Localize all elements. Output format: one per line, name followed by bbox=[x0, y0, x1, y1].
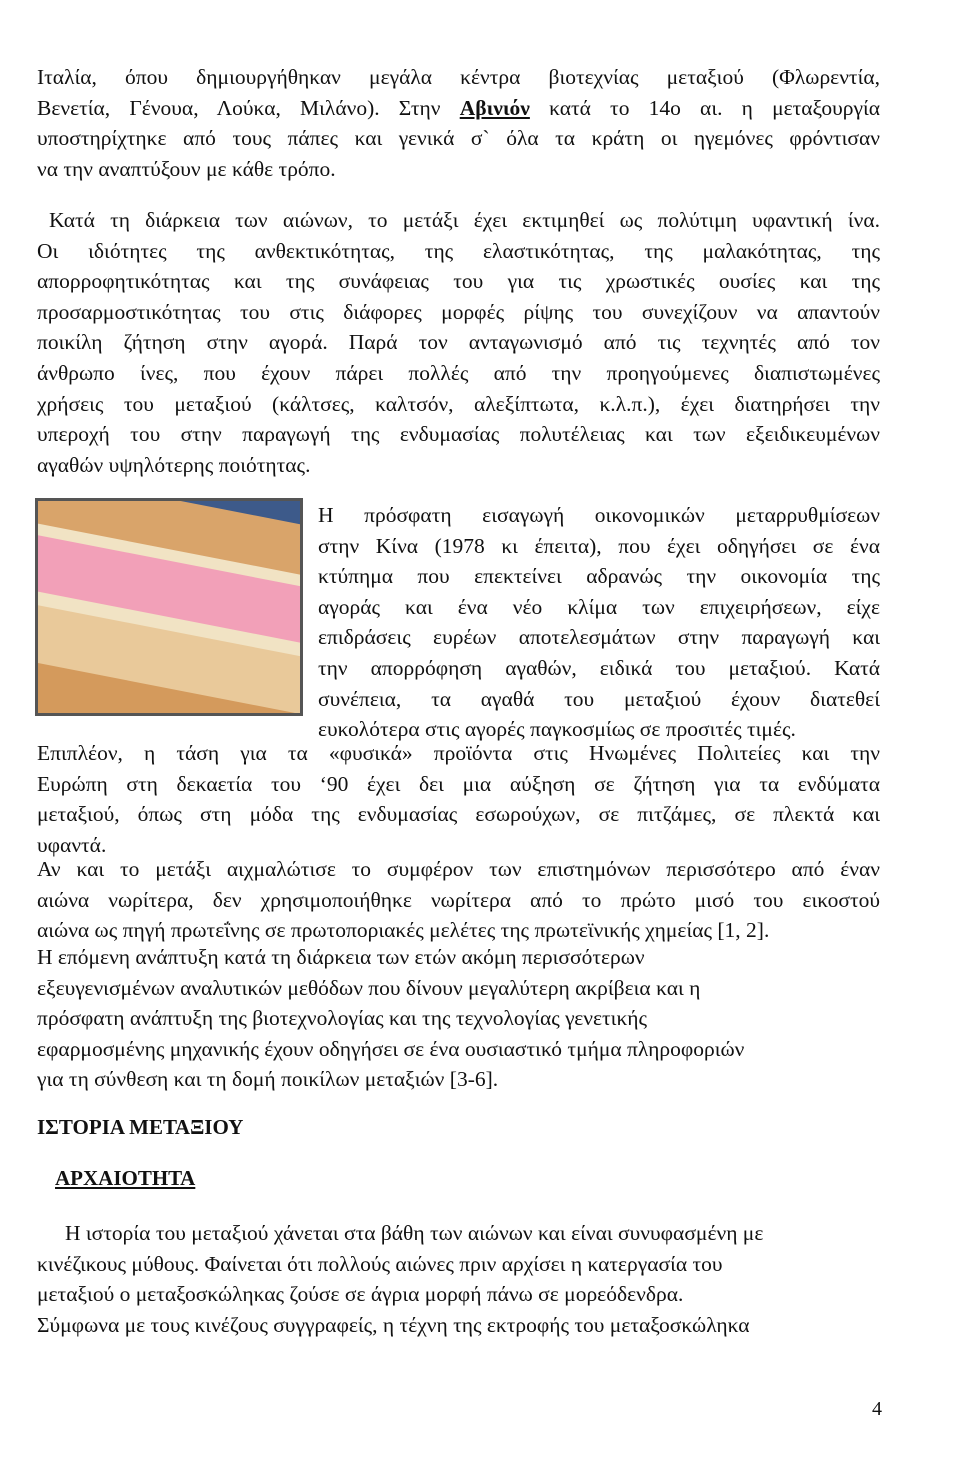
paragraph-line: Η επόμενη ανάπτυξη κατά τη διάρκεια των ετών ακόμη περισσότερων bbox=[37, 945, 645, 969]
paragraph-line: υπεροχή του στην παραγωγή της ενδυμασίας πολυτέλειας και των εξειδικευμένων bbox=[37, 422, 880, 447]
paragraph-3 bbox=[318, 500, 880, 745]
paragraph-line: Κατά τη διάρκεια των αιώνων, το μετάξι έχει εκτιμηθεί ως πολύτιμη υφαντική ίνα. bbox=[49, 208, 880, 232]
paragraph-7 bbox=[37, 1218, 880, 1340]
silk-fabric-photo bbox=[35, 498, 303, 716]
paragraph-line: μεταξιού, όπως στη μόδα της ενδυμασίας εσωρούχων, σε πιτζάμες, σε πλεκτά και bbox=[37, 802, 880, 827]
paragraph-line: αιώνα νωρίτερα, δεν χρησιμοποιήθηκε νωρίτερα από το πρώτο μισό του εικοστού bbox=[37, 887, 880, 912]
paragraph-line: συνέπεια, τα αγαθά του μεταξιού έχουν διατεθεί bbox=[318, 686, 880, 711]
paragraph-line: Ιταλία, όπου δημιουργήθηκαν μεγάλα κέντρα βιοτεχνίας μεταξιού (Φλωρεντία, bbox=[37, 65, 880, 89]
paragraph-line: εξευγενισμένων αναλυτικών μεθόδων που δίνουν μεγαλύτερη ακρίβεια και η bbox=[37, 975, 701, 1000]
paragraph-line: ευκολότερα στις αγορές παγκοσμίως σε προσιτές τιμές. bbox=[318, 717, 796, 742]
subsection-heading: ΑΡΧΑΙΟΤΗΤΑ bbox=[55, 1166, 196, 1190]
paragraph-line: κτύπημα που επεκτείνει αδρανώς την οικονομία της bbox=[318, 564, 880, 589]
paragraph-line: για τη σύνθεση και τη δομή ποικίλων μεταξιών [3-6]. bbox=[37, 1067, 499, 1092]
paragraph-2 bbox=[37, 205, 880, 480]
paragraph-line: Η πρόσφατη εισαγωγή οικονομικών μεταρρυθμίσεων bbox=[318, 503, 880, 527]
paragraph-line: πρόσφατη ανάπτυξη της βιοτεχνολογίας και της τεχνολογίας γενετικής bbox=[37, 1006, 648, 1031]
paragraph-line: την απορρόφηση αγαθών, ειδικά του μεταξιού. Κατά bbox=[318, 655, 880, 680]
paragraph-5 bbox=[37, 854, 880, 946]
paragraph-line: Αν και το μετάξι αιχμαλώτισε το συμφέρον των επιστημόνων περισσότερο από έναν bbox=[37, 857, 880, 881]
paragraph-6 bbox=[37, 942, 880, 1095]
paragraph-line: στην Κίνα (1978 κι έπειτα), που έχει οδηγήσει σε ένα bbox=[318, 533, 880, 558]
paragraph-line: εφαρμοσμένης μηχανικής έχουν οδηγήσει σε ένα ουσιαστικό τμήμα πληροφοριών bbox=[37, 1036, 745, 1061]
paragraph-line: υφαντά. bbox=[37, 832, 107, 857]
paragraph-line: μεταξιού ο μεταξοσκώληκας ζούσε σε άγρια μορφή πάνω σε μορεόδενδρα. bbox=[37, 1282, 684, 1307]
paragraph-line: αιώνα ως πηγή πρωτεΐνης σε πρωτοποριακές μελέτες της πρωτεϊνικής χημείας [1, 2]. bbox=[37, 918, 770, 943]
paragraph-line: υποστηρίχτηκε από τους πάπες και γενικά σ` όλα τα κράτη οι ηγεμόνες φρόντισαν bbox=[37, 126, 880, 151]
page-number: 4 bbox=[872, 1398, 882, 1420]
paragraph-line: απορροφητικότητας και της συνάφειας του για τις χρωστικές ουσίες και της bbox=[37, 269, 880, 294]
paragraph-line: Ευρώπη στη δεκαετία του ‘90 έχει δει μια αύξηση σε ζήτηση για τα ενδύματα bbox=[37, 771, 880, 796]
paragraph-4 bbox=[37, 738, 880, 860]
paragraph-line: Η ιστορία του μεταξιού χάνεται στα βάθη των αιώνων και είναι συνυφασμένη με bbox=[65, 1221, 764, 1245]
paragraph-line: Οι ιδιότητες της ανθεκτικότητας, της ελαστικότητας, της μαλακότητας, της bbox=[37, 238, 880, 263]
section-heading: ΙΣΤΟΡΙΑ ΜΕΤΑΞΙΟΥ bbox=[37, 1115, 244, 1139]
paragraph-line: άνθρωπο ίνες, που έχουν πάρει πολλές από την προηγούμενες διαπιστωμένες bbox=[37, 360, 880, 385]
paragraph-line: επιδράσεις ευρέων αποτελεσμάτων στην παραγωγή και bbox=[318, 625, 880, 650]
paragraph-line: προσαρμοστικότητας του στις διάφορες μορφές ρίψης του συνεχίζουν να απαντούν bbox=[37, 299, 880, 324]
paragraph-line: χρήσεις του μεταξιού (κάλτσες, καλτσόν, αλεξίπτωτα, κ.λ.π.), έχει διατηρήσει την bbox=[37, 391, 880, 416]
paragraph-line: να την αναπτύξουν με κάθε τρόπο. bbox=[37, 156, 336, 181]
place-name-highlight: Αβινιόν bbox=[459, 95, 530, 120]
paragraph-line: αγοράς και ένα νέο κλίμα των επιχειρήσεων, είχε bbox=[318, 594, 880, 619]
paragraph-line: Σύμφωνα με τους κινέζους συγγραφείς, η τέχνη της εκτροφής του μεταξοσκώληκα bbox=[37, 1312, 750, 1337]
paragraph-line: κινέζικους μύθους. Φαίνεται ότι πολλούς αιώνες πριν αρχίσει η κατεργασία του bbox=[37, 1251, 723, 1276]
paragraph-line: ποικίλη ζήτηση στην αγορά. Παρά τον ανταγωνισμό από τις τεχνητές από τον bbox=[37, 330, 880, 355]
paragraph-line: Βενετία, Γένουα, Λούκα, Μιλάνο). Στην Αβινιόν κατά το 14ο αι. η μεταξουργία bbox=[37, 95, 881, 120]
paragraph-1 bbox=[37, 62, 880, 184]
paragraph-line: αγαθών υψηλότερης ποιότητας. bbox=[37, 452, 311, 477]
paragraph-line: Επιπλέον, η τάση για τα «φυσικά» προϊόντα στις Ηνωμένες Πολιτείες και την bbox=[37, 741, 880, 765]
